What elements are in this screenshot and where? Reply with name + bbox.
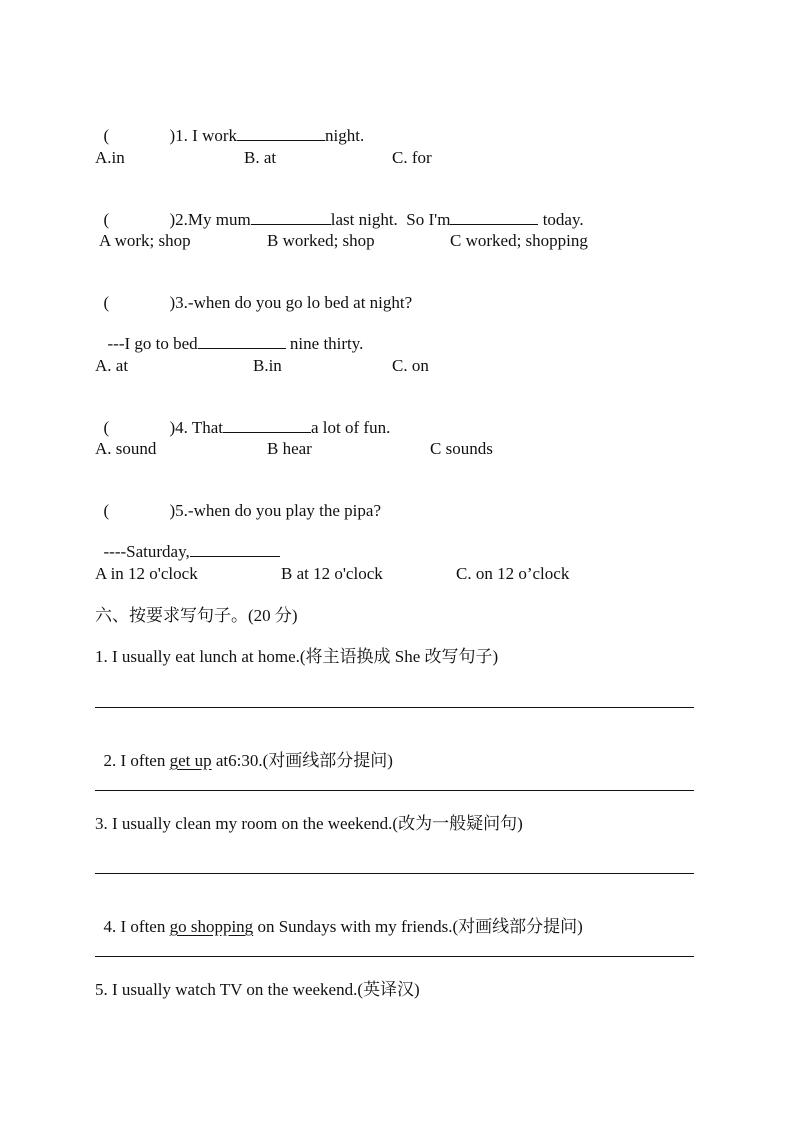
- sentence-text: 2. I often: [103, 751, 170, 770]
- fill-blank[interactable]: [450, 210, 538, 225]
- option-b: B. at: [244, 148, 277, 167]
- option-c: C sounds: [430, 439, 493, 458]
- answer-line-3[interactable]: [95, 873, 694, 874]
- question-stem-end: night.: [325, 126, 365, 145]
- sentence-text: 4. I often: [103, 917, 170, 936]
- question-stem-end: a lot of fun.: [311, 418, 391, 437]
- answer-line-4[interactable]: [95, 956, 694, 957]
- sentence-3: 3. I usually clean my room on the weekend.(改为一般疑问句): [95, 814, 523, 833]
- sentence-5: 5. I usually watch TV on the weekend.(英译汉): [95, 980, 420, 999]
- sentence-2: [95, 731, 393, 771]
- question-stem: )1. I work: [169, 126, 238, 145]
- sentence-text: on Sundays with my friends.(对画线部分提问): [253, 917, 583, 936]
- sentence-4: [95, 897, 583, 937]
- question-stem-mid: last night. So I'm: [330, 210, 451, 229]
- option-a: A. sound: [95, 439, 157, 458]
- answer-paren: (: [103, 501, 110, 520]
- option-b: B worked; shop: [267, 231, 375, 250]
- underlined-phrase: go shopping: [169, 917, 254, 936]
- sentence-text: at6:30.(对画线部分提问): [211, 751, 393, 770]
- question-stem: )5.-when do you play the pipa?: [169, 501, 381, 520]
- question-stem-end: nine thirty.: [285, 334, 364, 353]
- option-c: C. on: [392, 356, 429, 375]
- sentence-1: 1. I usually eat lunch at home.(将主语换成 She 改写句子): [95, 647, 499, 666]
- question-2: [95, 190, 584, 230]
- answer-line-1[interactable]: [95, 707, 694, 708]
- answer-paren: (: [103, 126, 110, 145]
- fill-blank[interactable]: [251, 210, 331, 225]
- option-a: A. at: [95, 356, 129, 375]
- option-b: B.in: [253, 356, 282, 375]
- option-a: A in 12 o'clock: [95, 564, 198, 583]
- question-1: [95, 106, 364, 146]
- question-stem: )2.My mum: [169, 210, 251, 229]
- question-5-answer-line: [95, 522, 280, 562]
- question-stem: ---I go to bed: [107, 334, 198, 353]
- option-b: B at 12 o'clock: [281, 564, 383, 583]
- question-stem: ----Saturday,: [103, 542, 190, 561]
- option-c: C. on 12 o’clock: [456, 564, 570, 583]
- question-stem: )3.-when do you go lo bed at night?: [169, 293, 413, 312]
- option-c: C worked; shopping: [450, 231, 588, 250]
- question-stem: )4. That: [169, 418, 224, 437]
- option-b: B hear: [267, 439, 312, 458]
- option-a: A.in: [95, 148, 125, 167]
- question-stem-end: today.: [538, 210, 584, 229]
- answer-paren: (: [103, 210, 110, 229]
- option-c: C. for: [392, 148, 432, 167]
- fill-blank[interactable]: [190, 542, 280, 557]
- answer-paren: (: [103, 418, 110, 437]
- answer-paren: (: [103, 293, 110, 312]
- question-4: [95, 398, 390, 438]
- question-3-answer-line: [99, 314, 363, 354]
- question-3: [95, 273, 412, 313]
- underlined-phrase: get up: [169, 751, 212, 770]
- section-heading: 六、按要求写句子。(20 分): [95, 606, 298, 625]
- question-5: [95, 481, 381, 521]
- answer-line-2[interactable]: [95, 790, 694, 791]
- fill-blank[interactable]: [223, 418, 311, 433]
- fill-blank[interactable]: [198, 334, 286, 349]
- option-a: A work; shop: [99, 231, 191, 250]
- fill-blank[interactable]: [237, 126, 325, 141]
